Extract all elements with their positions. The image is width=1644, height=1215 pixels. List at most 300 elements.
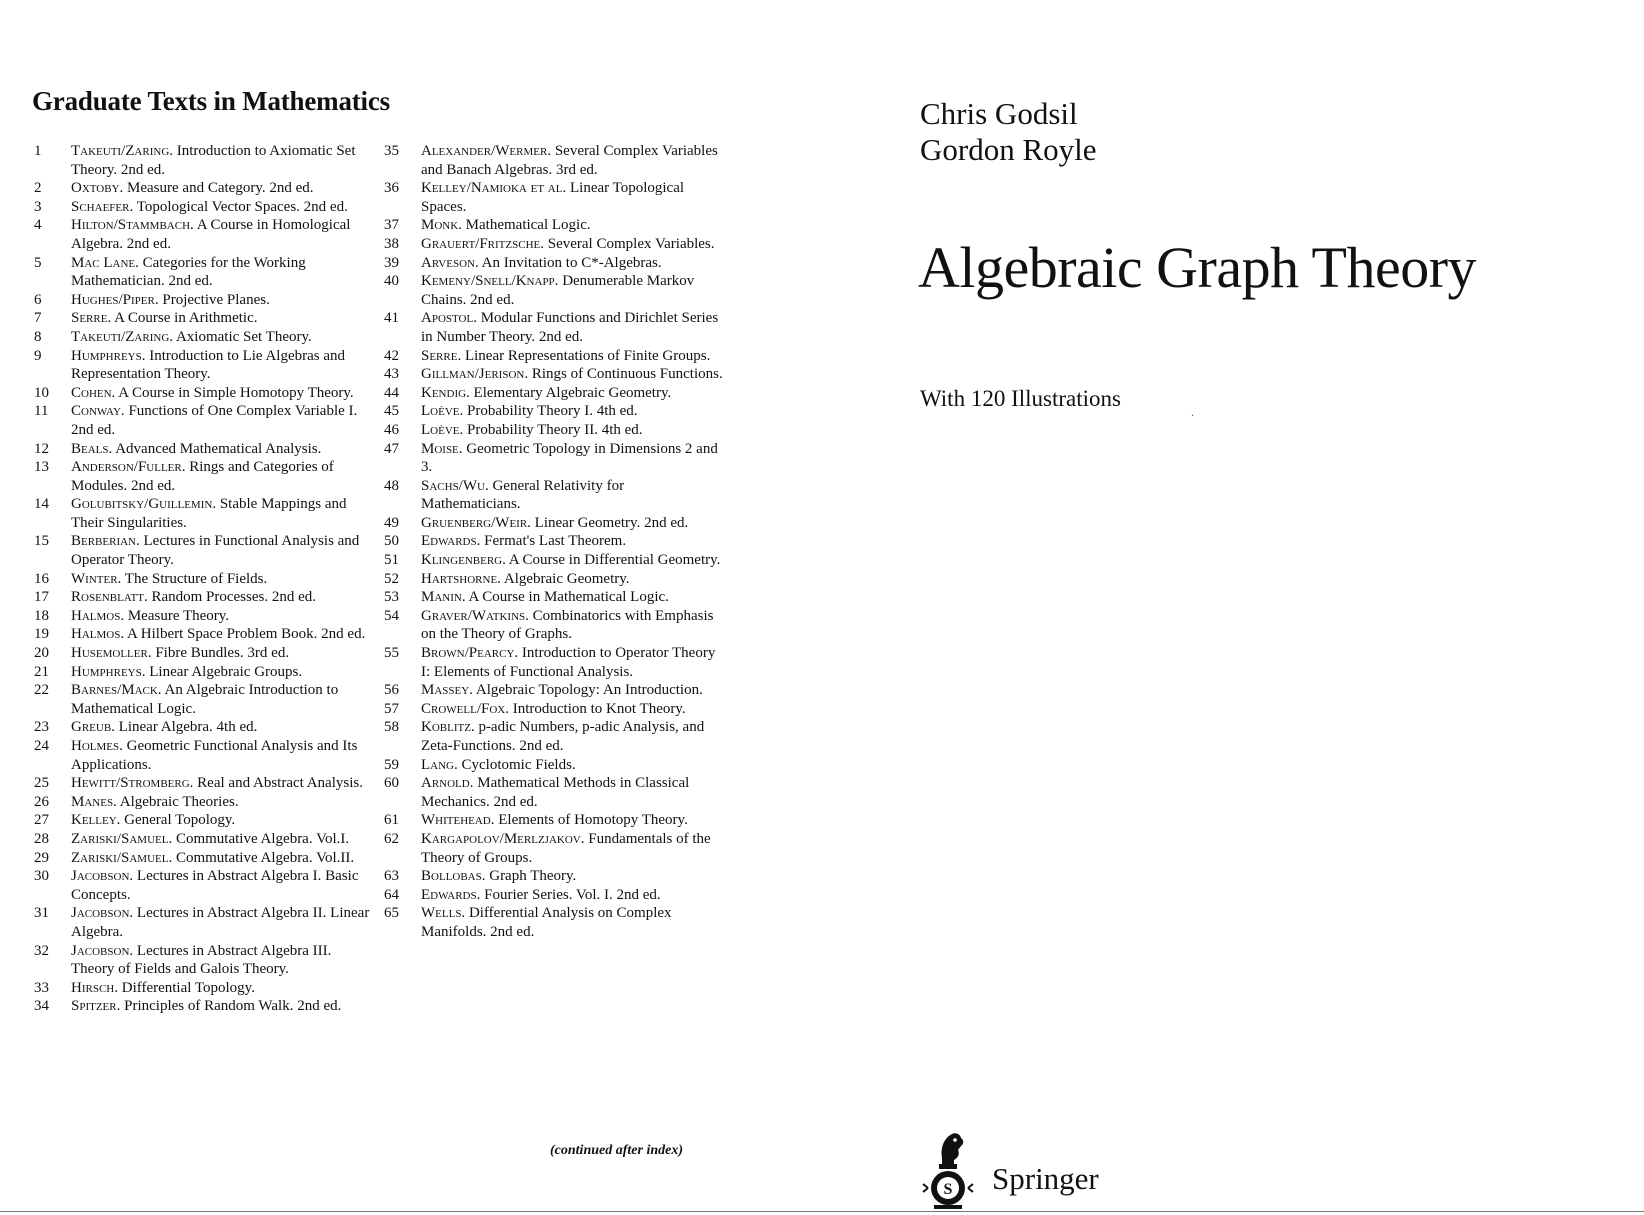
series-entry <box>34 867 374 904</box>
series-entry <box>384 607 724 644</box>
series-entry <box>34 347 374 384</box>
entry-author: Whitehead. <box>421 812 495 829</box>
entry-author: Alexander/Wermer. <box>421 143 552 159</box>
entry-title: Fermat's Last Theorem. <box>484 533 627 550</box>
entry-title: Principles of Random Walk. 2nd ed. <box>124 998 342 1015</box>
entry-number: 26 <box>34 793 49 810</box>
entry-title: Fourier Series. Vol. I. 2nd ed. <box>484 886 661 903</box>
entry-title: Lectures in Abstract Algebra II. Linear Algebra. <box>71 905 370 940</box>
entry-author: Apostol. <box>421 310 477 327</box>
entry-text <box>384 904 724 941</box>
entry-author: Halmos. <box>71 607 125 624</box>
entry-author: Serre. <box>71 310 112 327</box>
entry-author: Manes. <box>71 793 117 810</box>
series-entry <box>34 458 374 495</box>
entry-author: Beals. <box>71 440 113 457</box>
entry-title: Geometric Topology in Dimensions 2 and 3. <box>421 440 718 476</box>
entry-number: 40 <box>384 273 399 290</box>
entry-number: 50 <box>384 533 399 550</box>
entry-author: Berberian. <box>71 533 140 550</box>
series-entry <box>34 997 374 1016</box>
series-entry <box>34 607 374 626</box>
entry-author: Wells. <box>421 905 466 922</box>
entry-text <box>34 328 374 347</box>
entry-number: 42 <box>384 347 399 364</box>
series-entry <box>384 179 724 216</box>
series-entry <box>384 681 724 700</box>
entry-text <box>34 384 374 403</box>
entry-text <box>34 718 374 737</box>
entry-text <box>34 625 374 644</box>
entry-text <box>384 607 724 644</box>
series-entry <box>34 179 374 198</box>
entry-text <box>384 700 724 719</box>
entry-author: Holmes. <box>71 738 123 754</box>
entry-author: Klingenberg. <box>421 552 506 569</box>
entry-author: Husemoller. <box>71 645 152 662</box>
series-entry <box>384 774 724 811</box>
entry-author: Winter. <box>71 570 122 587</box>
entry-number: 64 <box>384 886 399 903</box>
series-entry <box>34 718 374 737</box>
entry-author: Kendig. <box>421 384 470 401</box>
entry-text <box>384 402 724 421</box>
series-entry <box>34 402 374 439</box>
entry-number: 5 <box>34 254 42 271</box>
entry-author: Hughes/Piper. <box>71 291 159 308</box>
entry-text <box>384 532 724 551</box>
entry-text <box>384 384 724 403</box>
series-entry <box>384 402 724 421</box>
entry-text <box>384 756 724 775</box>
entry-text <box>34 532 374 569</box>
entry-title: Combinatorics with Emphasis on the Theory of Graphs. <box>421 607 714 643</box>
entry-number: 17 <box>34 589 49 606</box>
entry-title: Elementary Algebraic Geometry. <box>473 384 672 401</box>
series-column-right <box>384 142 724 942</box>
entry-title: Random Processes. 2nd ed. <box>151 589 317 606</box>
author-name: Chris Godsil <box>920 96 1078 131</box>
series-column-left <box>34 142 374 1016</box>
series-entry <box>384 904 724 941</box>
entry-text <box>384 570 724 589</box>
series-entry <box>34 588 374 607</box>
entry-author: Humphreys. <box>71 347 146 364</box>
entry-text <box>34 737 374 774</box>
series-entry <box>384 867 724 886</box>
entry-text <box>384 514 724 533</box>
entry-title: Mathematical Logic. <box>465 217 591 234</box>
entry-number: 35 <box>384 143 399 159</box>
entry-title: Several Complex Variables. <box>547 235 715 252</box>
entry-author: Takeuti/Zaring. <box>71 328 174 345</box>
entry-text <box>384 551 724 570</box>
entry-number: 43 <box>384 366 399 383</box>
entry-number: 2 <box>34 180 42 197</box>
entry-text <box>34 979 374 998</box>
entry-number: 33 <box>34 979 49 996</box>
entry-author: Edwards. <box>421 533 481 550</box>
series-entry <box>34 830 374 849</box>
series-entry <box>34 142 374 179</box>
entry-author: Serre. <box>421 347 462 364</box>
entry-number: 34 <box>34 998 49 1015</box>
entry-title: Commutative Algebra. Vol.II. <box>175 849 355 866</box>
entry-number: 52 <box>384 570 399 587</box>
entry-title: Projective Planes. <box>162 291 270 308</box>
series-entry <box>34 440 374 459</box>
entry-text <box>34 681 374 718</box>
entry-number: 41 <box>384 310 399 327</box>
entry-title: Geometric Functional Analysis and Its Applications. <box>71 738 358 773</box>
entry-number: 13 <box>34 459 49 476</box>
entry-author: Kelley. <box>71 812 121 829</box>
entry-title: A Course in Homological Algebra. 2nd ed. <box>71 217 351 252</box>
entry-title: A Hilbert Space Problem Book. 2nd ed. <box>127 626 366 643</box>
entry-text <box>34 644 374 663</box>
series-entry <box>34 384 374 403</box>
entry-author: Anderson/Fuller. <box>71 459 186 476</box>
entry-number: 21 <box>34 663 49 680</box>
entry-author: Golubitsky/Guillemin. <box>71 496 217 513</box>
entry-text <box>34 793 374 812</box>
series-entry <box>34 979 374 998</box>
series-entry <box>384 551 724 570</box>
entry-author: Halmos. <box>71 626 125 643</box>
entry-text <box>34 774 374 793</box>
svg-text:S: S <box>943 1181 953 1198</box>
series-entry <box>384 756 724 775</box>
series-entry <box>384 272 724 309</box>
entry-author: Manin. <box>421 589 466 606</box>
entry-title: Topological Vector Spaces. 2nd ed. <box>136 198 348 215</box>
book-title: Algebraic Graph Theory <box>918 235 1477 300</box>
entry-text <box>384 477 724 514</box>
entry-text <box>384 216 724 235</box>
series-entry <box>384 886 724 905</box>
series-entry <box>384 421 724 440</box>
entry-title: General Topology. <box>124 812 236 829</box>
entry-author: Crowell/Fox. <box>421 700 509 717</box>
series-entry <box>34 849 374 868</box>
entry-text <box>34 440 374 459</box>
entry-number: 49 <box>384 514 399 531</box>
series-entry <box>384 570 724 589</box>
entry-number: 9 <box>34 347 42 364</box>
entry-title: A Course in Arithmetic. <box>114 310 258 327</box>
series-entry <box>384 514 724 533</box>
entry-author: Gruenberg/Weir. <box>421 514 531 531</box>
entry-number: 7 <box>34 310 42 327</box>
entry-number: 48 <box>384 477 399 494</box>
entry-text <box>384 179 724 216</box>
series-entry <box>34 198 374 217</box>
entry-author: Barnes/Mack. <box>71 682 162 699</box>
entry-number: 8 <box>34 328 42 345</box>
entry-text <box>384 309 724 346</box>
entry-author: Cohen. <box>71 384 116 401</box>
series-entry <box>384 347 724 366</box>
entry-title: Linear Algebra. 4th ed. <box>118 719 258 736</box>
entry-title: Denumerable Markov Chains. 2nd ed. <box>421 273 695 308</box>
entry-text <box>34 347 374 384</box>
entry-title: Fibre Bundles. 3rd ed. <box>155 645 290 662</box>
entry-number: 11 <box>34 403 49 420</box>
entry-number: 31 <box>34 905 49 922</box>
entry-title: Rings and Categories of Modules. 2nd ed. <box>71 459 334 494</box>
entry-text <box>384 235 724 254</box>
entry-author: Oxtoby. <box>71 180 124 197</box>
entry-author: Gillman/Jerison. <box>421 366 529 383</box>
entry-author: Greub. <box>71 719 115 736</box>
series-entry <box>384 700 724 719</box>
entry-title: Introduction to Axiomatic Set Theory. 2nd ed. <box>71 143 356 178</box>
entry-text <box>384 254 724 273</box>
entry-text <box>34 216 374 253</box>
stray-mark: . <box>1191 405 1194 419</box>
entry-title: Algebraic Topology: An Introduction. <box>475 682 703 699</box>
entry-number: 32 <box>34 942 49 959</box>
entry-title: Algebraic Theories. <box>119 793 239 810</box>
series-entry <box>384 142 724 179</box>
entry-title: Real and Abstract Analysis. <box>197 775 363 792</box>
entry-text <box>34 942 374 979</box>
series-entry <box>34 328 374 347</box>
entry-author: Sachs/Wu. <box>421 477 489 494</box>
entry-title: Probability Theory I. 4th ed. <box>467 403 638 420</box>
entry-text <box>34 179 374 198</box>
entry-text <box>384 588 724 607</box>
entry-number: 60 <box>384 775 399 792</box>
entry-author: Koblitz. <box>421 719 475 736</box>
series-entry <box>34 254 374 291</box>
entry-number: 65 <box>384 905 399 922</box>
entry-author: Jacobson. <box>71 868 134 885</box>
series-entry <box>384 309 724 346</box>
entry-author: Conway. <box>71 403 125 420</box>
entry-number: 57 <box>384 700 399 717</box>
entry-title: An Algebraic Introduction to Mathematical Logic. <box>71 682 339 717</box>
entry-title: Rings of Continuous Functions. <box>531 366 723 383</box>
entry-title: Linear Representations of Finite Groups. <box>464 347 711 364</box>
entry-text <box>34 198 374 217</box>
entry-number: 14 <box>34 496 49 513</box>
series-entry <box>34 625 374 644</box>
entry-number: 24 <box>34 738 49 754</box>
title-page <box>860 0 1644 1215</box>
entry-number: 30 <box>34 868 49 885</box>
entry-title: The Structure of Fields. <box>124 570 268 587</box>
entry-title: Introduction to Lie Algebras and Representation Theory. <box>71 347 346 383</box>
entry-text <box>384 867 724 886</box>
entry-author: Schaefer. <box>71 198 134 215</box>
entry-number: 62 <box>384 830 399 847</box>
series-entry <box>34 904 374 941</box>
entry-text <box>34 291 374 310</box>
entry-title: Stable Mappings and Their Singularities. <box>71 496 347 531</box>
series-entry <box>34 309 374 328</box>
entry-title: Linear Algebraic Groups. <box>149 663 303 680</box>
series-entry <box>34 793 374 812</box>
series-entry <box>34 774 374 793</box>
series-entry <box>384 532 724 551</box>
continued-note: (continued after index) <box>550 1143 683 1158</box>
entry-text <box>34 607 374 626</box>
illustrations-note: With 120 Illustrations <box>920 386 1121 411</box>
entry-author: Humphreys. <box>71 663 146 680</box>
springer-knight-logo-icon <box>920 1128 976 1210</box>
entry-number: 4 <box>34 217 42 234</box>
entry-title: Introduction to Operator Theory I: Elements of Functional Analysis. <box>421 645 716 680</box>
entry-number: 56 <box>384 682 399 699</box>
entry-author: Rosenblatt. <box>71 589 148 606</box>
entry-author: Hirsch. <box>71 979 118 996</box>
entry-number: 37 <box>384 217 399 234</box>
series-entry <box>34 570 374 589</box>
entry-title: Axiomatic Set Theory. <box>175 328 312 345</box>
entry-text <box>34 811 374 830</box>
entry-number: 28 <box>34 830 49 847</box>
entry-author: Moise. <box>421 440 463 457</box>
entry-author: Loève. <box>421 421 464 438</box>
entry-text <box>34 867 374 904</box>
entry-number: 63 <box>384 868 399 885</box>
series-entry <box>34 811 374 830</box>
entry-author: Hewitt/Stromberg. <box>71 775 194 792</box>
series-entry <box>384 384 724 403</box>
entry-author: Arveson. <box>421 254 479 271</box>
entry-author: Hilton/Stammbach. <box>71 217 194 234</box>
series-entry <box>384 811 724 830</box>
entry-text <box>34 402 374 439</box>
entry-number: 1 <box>34 143 42 159</box>
entry-number: 54 <box>384 607 399 624</box>
entry-text <box>34 588 374 607</box>
entry-title: Lectures in Functional Analysis and Operator Theory. <box>71 533 360 569</box>
entry-title: Commutative Algebra. Vol.I. <box>175 830 350 847</box>
entry-text <box>384 681 724 700</box>
entry-text <box>384 142 724 179</box>
entry-text <box>34 309 374 328</box>
entry-title: p-adic Numbers, p-adic Analysis, and Zeta-Functions. 2nd ed. <box>421 719 705 754</box>
entry-text <box>34 254 374 291</box>
entry-number: 29 <box>34 849 49 866</box>
entry-author: Zariski/Samuel. <box>71 849 173 866</box>
series-entry <box>34 291 374 310</box>
entry-title: Functions of One Complex Variable I. 2nd ed. <box>71 403 358 438</box>
entry-number: 51 <box>384 552 399 569</box>
entry-author: Brown/Pearcy. <box>421 645 519 662</box>
entry-text <box>34 142 374 179</box>
entry-author: Jacobson. <box>71 905 134 922</box>
entry-title: A Course in Differential Geometry. <box>508 552 721 569</box>
entry-text <box>384 718 724 755</box>
entry-title: Differential Analysis on Complex Manifolds. 2nd ed. <box>421 905 672 940</box>
entry-title: Introduction to Knot Theory. <box>512 700 686 717</box>
series-entry <box>34 216 374 253</box>
entry-author: Graver/Watkins. <box>421 607 529 624</box>
entry-text <box>384 347 724 366</box>
entry-author: Zariski/Samuel. <box>71 830 173 847</box>
entry-number: 12 <box>34 440 49 457</box>
entry-number: 44 <box>384 384 399 401</box>
series-entry <box>34 942 374 979</box>
series-entry <box>384 216 724 235</box>
entry-title: Categories for the Working Mathematician. 2nd ed. <box>71 254 306 290</box>
page-edge-line <box>0 1211 1644 1212</box>
entry-title: Differential Topology. <box>121 979 255 996</box>
entry-number: 53 <box>384 589 399 606</box>
entry-title: A Course in Mathematical Logic. <box>468 589 669 606</box>
series-entry <box>384 588 724 607</box>
entry-text <box>384 774 724 811</box>
series-entry <box>34 495 374 532</box>
entry-number: 6 <box>34 291 42 308</box>
entry-title: Graph Theory. <box>489 868 577 885</box>
entry-number: 55 <box>384 645 399 662</box>
series-entry <box>384 254 724 273</box>
entry-text <box>34 570 374 589</box>
series-entry <box>384 644 724 681</box>
series-entry <box>384 718 724 755</box>
entry-author: Takeuti/Zaring. <box>71 143 174 159</box>
entry-text <box>34 495 374 532</box>
entry-title: Modular Functions and Dirichlet Series in Number Theory. 2nd ed. <box>421 310 719 345</box>
entry-author: Edwards. <box>421 886 481 903</box>
entry-author: Kemeny/Snell/Knapp. <box>421 273 559 290</box>
entry-title: Algebraic Geometry. <box>503 570 630 587</box>
entry-number: 22 <box>34 682 49 699</box>
series-title: Graduate Texts in Mathematics <box>32 86 390 116</box>
entry-author: Bollobas. <box>421 868 486 885</box>
series-entry <box>384 235 724 254</box>
entry-text <box>34 458 374 495</box>
entry-number: 15 <box>34 533 49 550</box>
entry-author: Arnold. <box>421 775 474 792</box>
entry-text <box>34 663 374 682</box>
entry-number: 10 <box>34 384 49 401</box>
entry-text <box>384 365 724 384</box>
series-entry <box>34 681 374 718</box>
entry-title: Mathematical Methods in Classical Mechanics. 2nd ed. <box>421 775 690 810</box>
entry-title: An Invitation to C*-Algebras. <box>481 254 662 271</box>
entry-title: Fundamentals of the Theory of Groups. <box>421 830 711 866</box>
entry-title: Lectures in Abstract Algebra I. Basic Concepts. <box>71 868 359 903</box>
entry-number: 39 <box>384 254 399 271</box>
entry-title: Cyclotomic Fields. <box>461 756 576 773</box>
entry-number: 58 <box>384 719 399 736</box>
entry-text <box>384 830 724 867</box>
entry-text <box>384 440 724 477</box>
publisher-name: Springer <box>992 1161 1099 1196</box>
entry-author: Massey. <box>421 682 473 699</box>
entry-author: Jacobson. <box>71 942 134 959</box>
entry-title: Elements of Homotopy Theory. <box>498 812 688 829</box>
entry-number: 19 <box>34 626 49 643</box>
entry-title: Several Complex Variables and Banach Algebras. 3rd ed. <box>421 143 718 178</box>
entry-text <box>384 421 724 440</box>
entry-author: Hartshorne. <box>421 570 501 587</box>
entry-author: Mac Lane. <box>71 254 139 271</box>
series-entry <box>384 440 724 477</box>
entry-title: Linear Geometry. 2nd ed. <box>534 514 689 531</box>
entry-title: Probability Theory II. 4th ed. <box>467 421 643 438</box>
series-entry <box>34 644 374 663</box>
entry-text <box>34 997 374 1016</box>
entry-number: 16 <box>34 570 49 587</box>
entry-number: 46 <box>384 421 399 438</box>
entry-author: Loève. <box>421 403 464 420</box>
